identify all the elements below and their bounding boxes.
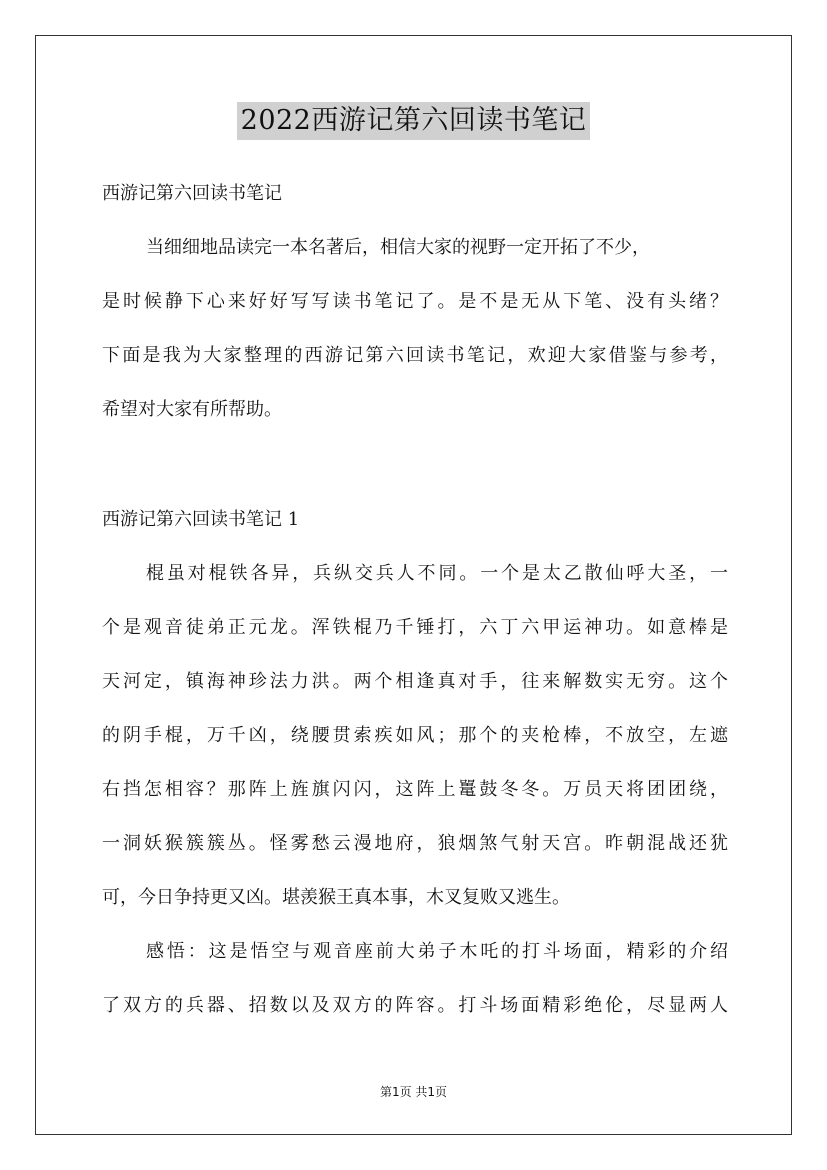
intro-line: 当细细地品读完一本名著后，相信大家的视野一定开拓了不少， [146,237,650,258]
poem-line: 可，今日争持更又凶。堪羡猴王真本事，木叉复败又逃生。 [102,887,570,908]
document-title: 2022西游记第六回读书笔记 [237,102,591,140]
insight-line: 感悟：这是悟空与观音座前大弟子木吒的打斗场面，精彩的介绍 [146,941,728,962]
poem-line: 天河定，镇海神珍法力洪。两个相逢真对手，往来解数实无穷。这个 [102,671,728,692]
poem-line: 棍虽对棍铁各异，兵纵交兵人不同。一个是太乙散仙呼大圣，一 [146,563,728,584]
poem-line: 右挡怎相容？那阵上旌旗闪闪，这阵上鼍鼓冬冬。万员天将团团绕， [102,779,728,800]
poem-line: 一洞妖猴簇簇丛。怪雾愁云漫地府，狼烟煞气射天宫。昨朝混战还犹 [102,833,728,854]
page-number-footer: 第1页 共1页 [379,1085,448,1099]
intro-line: 希望对大家有所帮助。 [102,399,282,420]
section-heading: 西游记第六回读书笔记 1 [102,509,300,530]
section-heading: 西游记第六回读书笔记 [102,183,282,204]
insight-line: 了双方的兵器、招数以及双方的阵容。打斗场面精彩绝伦，尽显两人 [102,995,728,1016]
poem-line: 个是观音徒弟正元龙。浑铁棍乃千锤打，六丁六甲运神功。如意棒是 [102,617,728,638]
poem-line: 的阴手棍，万千凶，绕腰贯索疾如风；那个的夹枪棒，不放空，左遮 [102,725,728,746]
title-container [0,102,827,140]
intro-line: 下面是我为大家整理的西游记第六回读书笔记，欢迎大家借鉴与参考， [102,345,728,366]
intro-line: 是时候静下心来好好写写读书笔记了。是不是无从下笔、没有头绪？ [102,291,728,312]
